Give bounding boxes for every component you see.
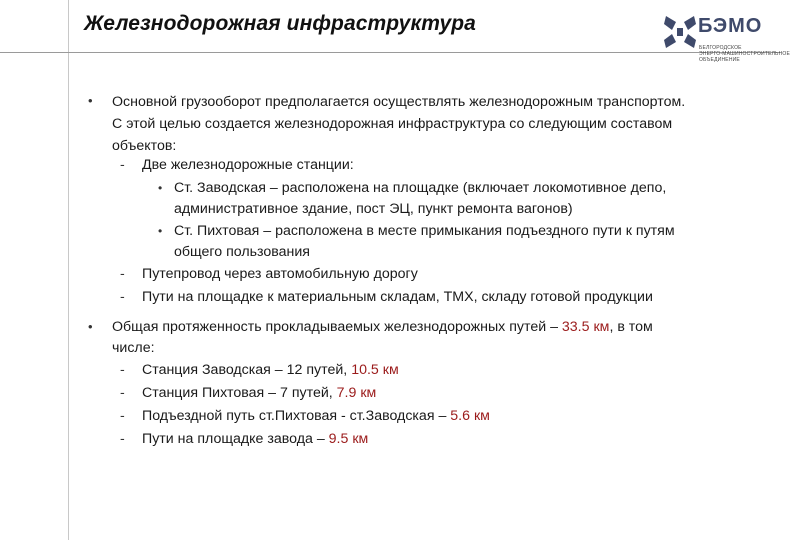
sub-bullet-marker: •: [158, 181, 163, 195]
length-value: 10.5 км: [351, 362, 399, 378]
sub-list-line: Ст. Пихтовая – расположена в месте примыкания подъездного пути к путям: [174, 223, 675, 239]
bullet-marker: •: [88, 93, 93, 108]
dash-marker: -: [120, 157, 125, 173]
length-value: 9.5 км: [328, 431, 369, 447]
list-item: [142, 359, 399, 381]
dash-marker: -: [120, 266, 125, 282]
logo-wordmark: БЭМО: [698, 15, 763, 37]
logo-subline: ЭНЕРГО-МАШИНОСТРОИТЕЛЬНОЕ: [699, 51, 790, 57]
list-item-text: Подъездной путь ст.Пихтовая - ст.Заводская –: [142, 408, 451, 424]
sub-list-line: Ст. Заводская – расположена на площадке (включает локомотивное депо,: [174, 180, 667, 196]
paragraph-line: числе:: [112, 340, 155, 356]
dash-marker: -: [120, 385, 125, 401]
dash-marker: -: [120, 408, 125, 424]
list-item: [142, 382, 376, 404]
dash-marker: -: [120, 362, 125, 378]
page-title: Железнодорожная инфраструктура: [84, 12, 476, 35]
list-item-text: Станция Пихтовая – 7 путей,: [142, 385, 337, 401]
sub-list-line: административное здание, пост ЭЦ, пункт ремонта вагонов): [174, 201, 573, 217]
sub-bullet-marker: •: [158, 224, 163, 238]
paragraph-text: , в том: [609, 319, 653, 335]
logo-subline: ОБЪЕДИНЕНИЕ: [699, 57, 740, 63]
length-value: 7.9 км: [336, 385, 377, 401]
list-item-text: Станция Заводская – 12 путей,: [142, 362, 352, 378]
paragraph-line: объектов:: [112, 138, 177, 154]
list-item: Две железнодорожные станции:: [142, 157, 354, 173]
list-item: [142, 405, 490, 427]
paragraph-line: Основной грузооборот предполагается осуществлять железнодорожным транспортом.: [112, 94, 686, 110]
dash-marker: -: [120, 431, 125, 447]
length-value: 33.5 км: [561, 319, 610, 335]
list-item: Путепровод через автомобильную дорогу: [142, 266, 418, 282]
dash-marker: -: [120, 289, 125, 305]
logo-subline: БЕЛГОРОДСКОЕ: [699, 45, 742, 51]
list-item-text: Пути на площадке завода –: [142, 431, 329, 447]
sub-list-line: общего пользования: [174, 244, 310, 260]
bullet-marker: •: [88, 319, 93, 334]
list-item: [142, 428, 368, 450]
list-item: Пути на площадке к материальным складам, ТМХ, складу готовой продукции: [142, 289, 653, 305]
paragraph-line: [112, 316, 653, 338]
paragraph-text: Общая протяженность прокладываемых железнодорожных путей –: [112, 319, 562, 335]
length-value: 5.6 км: [450, 408, 490, 424]
paragraph-line: С этой целью создается железнодорожная инфраструктура со следующим составом: [112, 116, 673, 132]
